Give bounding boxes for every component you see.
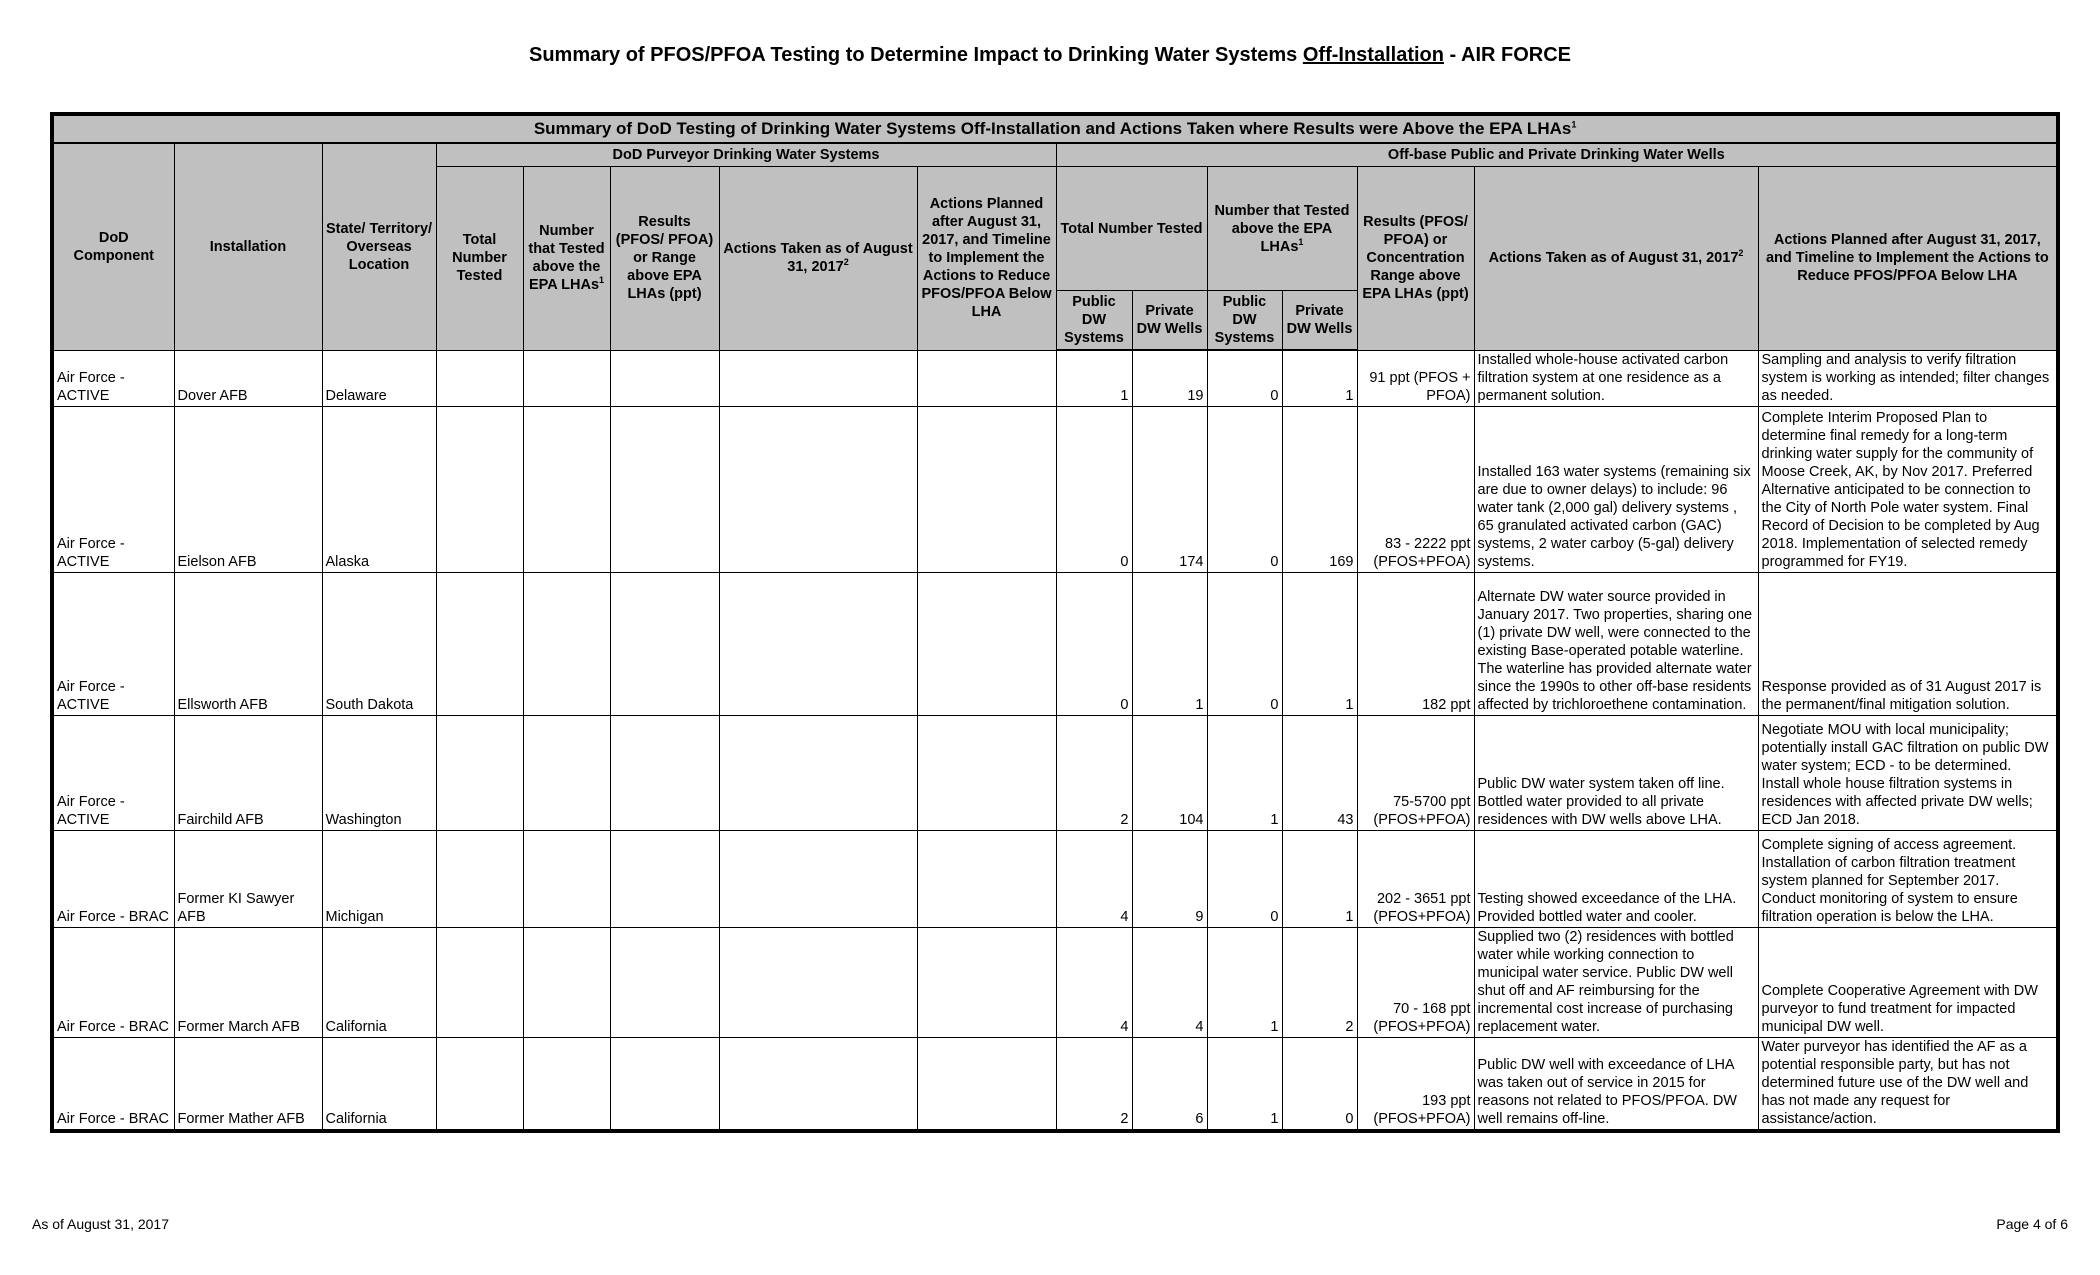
cell-private-above: 1: [1282, 830, 1357, 927]
cell-actions-planned: Response provided as of 31 August 2017 is the permanent/final mitigation solution.: [1758, 572, 2058, 715]
table-caption: [52, 114, 2058, 143]
cell-empty: [917, 406, 1056, 572]
cell-public-tested: 2: [1056, 1037, 1132, 1131]
cell-empty: [436, 927, 523, 1037]
cell-private-above: 2: [1282, 927, 1357, 1037]
cell-actions-planned: Water purveyor has identified the AF as a potential responsible party, but has not determined future use of the DW well and has not made any request for assistance/action.: [1758, 1037, 2058, 1131]
number-tested-above-footnote-marker: 1: [1298, 236, 1304, 247]
cell-empty: [719, 350, 917, 406]
cell-actions-taken: Installed 163 water systems (remaining six are due to owner delays) to include: 96 water tank (2,000 gal) delivery systems , 65 granulated activated carbon (GAC) systems, 2 water carboy (5-gal) delivery systems.: [1474, 406, 1758, 572]
cell-empty: [610, 927, 719, 1037]
cell-installation: Eielson AFB: [174, 406, 322, 572]
footer-as-of-date: As of August 31, 2017: [32, 1216, 169, 1232]
cell-actions-taken: Installed whole-house activated carbon filtration system at one residence as a permanent solution.: [1474, 350, 1758, 406]
header-well-results: Results (PFOS/ PFOA) or Concentration Range above EPA LHAs (ppt): [1357, 167, 1474, 351]
cell-actions-taken: Supplied two (2) residences with bottled water while working connection to municipal water service. Public DW well shut off and AF reimbursing for the incremental cost increase of purchasing replacement water.: [1474, 927, 1758, 1037]
cell-actions-taken: Public DW water system taken off line. Bottled water provided to all private residences with DW wells above LHA.: [1474, 715, 1758, 830]
summary-table: [50, 112, 2060, 1133]
cell-component: Air Force - ACTIVE: [52, 406, 174, 572]
cell-empty: [610, 715, 719, 830]
cell-public-above: 0: [1207, 572, 1282, 715]
cell-component: Air Force - ACTIVE: [52, 572, 174, 715]
cell-empty: [917, 715, 1056, 830]
cell-public-tested: 2: [1056, 715, 1132, 830]
cell-state: California: [322, 1037, 436, 1131]
cell-private-above: 43: [1282, 715, 1357, 830]
cell-empty: [436, 830, 523, 927]
cell-public-above: 1: [1207, 715, 1282, 830]
cell-installation: Dover AFB: [174, 350, 322, 406]
page-title-prefix: Summary of PFOS/PFOA Testing to Determine Impact to Drinking Water Systems: [529, 44, 1303, 66]
cell-results: 193 ppt (PFOS+PFOA): [1357, 1037, 1474, 1131]
cell-installation: Former Mather AFB: [174, 1037, 322, 1131]
footer-page-number: Page 4 of 6: [1996, 1216, 2068, 1232]
cell-private-above: 0: [1282, 1037, 1357, 1131]
cell-empty: [523, 1037, 610, 1131]
cell-empty: [917, 1037, 1056, 1131]
cell-public-tested: 0: [1056, 406, 1132, 572]
cell-private-above: 1: [1282, 350, 1357, 406]
cell-results: 91 ppt (PFOS + PFOA): [1357, 350, 1474, 406]
number-above-footnote-marker: 1: [599, 275, 605, 286]
cell-private-above: 1: [1282, 572, 1357, 715]
header-private-dw-wells: Private DW Wells: [1132, 291, 1207, 351]
cell-private-tested: 19: [1132, 350, 1207, 406]
cell-results: 202 - 3651 ppt (PFOS+PFOA): [1357, 830, 1474, 927]
cell-empty: [436, 715, 523, 830]
cell-private-tested: 9: [1132, 830, 1207, 927]
cell-actions-planned: Complete Cooperative Agreement with DW purveyor to fund treatment for impacted municipal DW well.: [1758, 927, 2058, 1037]
cell-empty: [523, 406, 610, 572]
group-header-wells: Off-base Public and Private Drinking Water Wells: [1056, 143, 2058, 167]
cell-empty: [523, 830, 610, 927]
cell-installation: Fairchild AFB: [174, 715, 322, 830]
table-caption-text: Summary of DoD Testing of Drinking Water Systems Off-Installation and Actions Taken where Results were Above the EPA LHAs: [533, 119, 1572, 138]
cell-empty: [436, 1037, 523, 1131]
cell-results: 75-5700 ppt (PFOS+PFOA): [1357, 715, 1474, 830]
cell-empty: [523, 715, 610, 830]
cell-state: Alaska: [322, 406, 436, 572]
cell-public-above: 0: [1207, 406, 1282, 572]
cell-private-tested: 174: [1132, 406, 1207, 572]
cell-empty: [523, 927, 610, 1037]
cell-actions-taken: Testing showed exceedance of the LHA. Provided bottled water and cooler.: [1474, 830, 1758, 927]
header-actions-taken: [719, 167, 917, 351]
cell-empty: [917, 830, 1056, 927]
cell-empty: [610, 406, 719, 572]
cell-public-above: 0: [1207, 350, 1282, 406]
cell-empty: [523, 350, 610, 406]
cell-empty: [917, 350, 1056, 406]
table-row: [52, 406, 2058, 572]
cell-component: Air Force - ACTIVE: [52, 715, 174, 830]
header-private-dw-wells-above: Private DW Wells: [1282, 291, 1357, 351]
table-row: [52, 927, 2058, 1037]
cell-empty: [610, 572, 719, 715]
page-title-underlined: Off-Installation: [1302, 44, 1444, 66]
cell-private-tested: 4: [1132, 927, 1207, 1037]
well-actions-taken-footnote-marker: 2: [1738, 248, 1744, 259]
cell-public-tested: 4: [1056, 830, 1132, 927]
cell-installation: Former KI Sawyer AFB: [174, 830, 322, 927]
actions-taken-footnote-marker: 2: [843, 257, 849, 268]
cell-empty: [719, 406, 917, 572]
table-row: [52, 350, 2058, 406]
cell-private-above: 169: [1282, 406, 1357, 572]
cell-component: Air Force - BRAC: [52, 927, 174, 1037]
cell-empty: [436, 406, 523, 572]
cell-empty: [917, 927, 1056, 1037]
cell-results: 70 - 168 ppt (PFOS+PFOA): [1357, 927, 1474, 1037]
cell-empty: [719, 927, 917, 1037]
cell-empty: [719, 715, 917, 830]
table-row: [52, 1037, 2058, 1131]
header-number-tested-above-text: Number that Tested above the EPA LHAs: [1214, 202, 1350, 255]
cell-public-tested: 0: [1056, 572, 1132, 715]
cell-component: Air Force - BRAC: [52, 1037, 174, 1131]
cell-public-tested: 4: [1056, 927, 1132, 1037]
cell-state: Delaware: [322, 350, 436, 406]
cell-state: Washington: [322, 715, 436, 830]
cell-actions-taken: Public DW well with exceedance of LHA was taken out of service in 2015 for reasons not related to PFOS/PFOA. DW well remains off-line.: [1474, 1037, 1758, 1131]
cell-empty: [523, 572, 610, 715]
cell-public-above: 1: [1207, 927, 1282, 1037]
cell-actions-planned: Negotiate MOU with local municipality; potentially install GAC filtration on public DW water system; ECD - to be determined. Install whole house filtration systems in residences with affected private DW wells; ECD Jan 2018.: [1758, 715, 2058, 830]
cell-state: South Dakota: [322, 572, 436, 715]
header-results-range: Results (PFOS/ PFOA) or Range above EPA LHAs (ppt): [610, 167, 719, 351]
header-installation: Installation: [174, 143, 322, 350]
cell-component: Air Force - BRAC: [52, 830, 174, 927]
cell-empty: [436, 572, 523, 715]
cell-private-tested: 6: [1132, 1037, 1207, 1131]
cell-installation: Ellsworth AFB: [174, 572, 322, 715]
cell-results: 83 - 2222 ppt (PFOS+PFOA): [1357, 406, 1474, 572]
cell-empty: [610, 350, 719, 406]
cell-public-above: 1: [1207, 1037, 1282, 1131]
cell-actions-planned: Complete Interim Proposed Plan to determine final remedy for a long-term drinking water supply for the community of Moose Creek, AK, by Nov 2017. Preferred Alternative anticipated to be connection to the City of North Pole water system. Final Record of Decision to be completed by Aug 2018. Implementation of selected remedy programmed for FY19.: [1758, 406, 2058, 572]
cell-empty: [917, 572, 1056, 715]
caption-footnote-marker: 1: [1571, 119, 1577, 130]
table-row: [52, 572, 2058, 715]
cell-actions-taken: Alternate DW water source provided in January 2017. Two properties, sharing one (1) private DW well, were connected to the existing Base-operated potable waterline. The waterline has provided alternate water since the 1990s to other off-base residents affected by trichloroethene contamination.: [1474, 572, 1758, 715]
cell-component: Air Force - ACTIVE: [52, 350, 174, 406]
cell-public-tested: 1: [1056, 350, 1132, 406]
header-number-tested-above: [1207, 167, 1357, 291]
cell-empty: [436, 350, 523, 406]
header-actions-planned: Actions Planned after August 31, 2017, and Timeline to Implement the Actions to Reduce PFOS/PFOA Below LHA: [917, 167, 1056, 351]
header-number-above-text: Number that Tested above the EPA LHAs: [528, 223, 605, 294]
group-header-purveyor: DoD Purveyor Drinking Water Systems: [436, 143, 1056, 167]
header-well-actions-planned: Actions Planned after August 31, 2017, and Timeline to Implement the Actions to Reduce PFOS/PFOA Below LHA: [1758, 167, 2058, 351]
header-number-above: [523, 167, 610, 351]
header-total-number-tested: Total Number Tested: [1056, 167, 1207, 291]
cell-results: 182 ppt: [1357, 572, 1474, 715]
cell-public-above: 0: [1207, 830, 1282, 927]
table-row: [52, 715, 2058, 830]
header-well-actions-taken: [1474, 167, 1758, 351]
cell-actions-planned: Sampling and analysis to verify filtration system is working as intended; filter changes as needed.: [1758, 350, 2058, 406]
cell-state: Michigan: [322, 830, 436, 927]
header-public-dw-systems-above: Public DW Systems: [1207, 291, 1282, 351]
header-actions-taken-text: Actions Taken as of August 31, 2017: [723, 241, 913, 276]
cell-empty: [719, 1037, 917, 1131]
header-well-actions-taken-text: Actions Taken as of August 31, 2017: [1488, 250, 1739, 267]
header-total-tested: Total Number Tested: [436, 167, 523, 351]
cell-actions-planned: Complete signing of access agreement. Installation of carbon filtration treatment system planned for September 2017. Conduct monitoring of system to ensure filtration operation is below the LHA.: [1758, 830, 2058, 927]
page-title: [0, 44, 2100, 67]
cell-empty: [610, 1037, 719, 1131]
cell-state: California: [322, 927, 436, 1037]
table-row: [52, 830, 2058, 927]
header-dod-component: DoD Component: [52, 143, 174, 350]
header-state: State/ Territory/ Overseas Location: [322, 143, 436, 350]
cell-empty: [610, 830, 719, 927]
header-public-dw-systems: Public DW Systems: [1056, 291, 1132, 351]
page-title-suffix: - AIR FORCE: [1443, 44, 1571, 66]
cell-private-tested: 1: [1132, 572, 1207, 715]
cell-installation: Former March AFB: [174, 927, 322, 1037]
cell-empty: [719, 572, 917, 715]
cell-empty: [719, 830, 917, 927]
cell-private-tested: 104: [1132, 715, 1207, 830]
